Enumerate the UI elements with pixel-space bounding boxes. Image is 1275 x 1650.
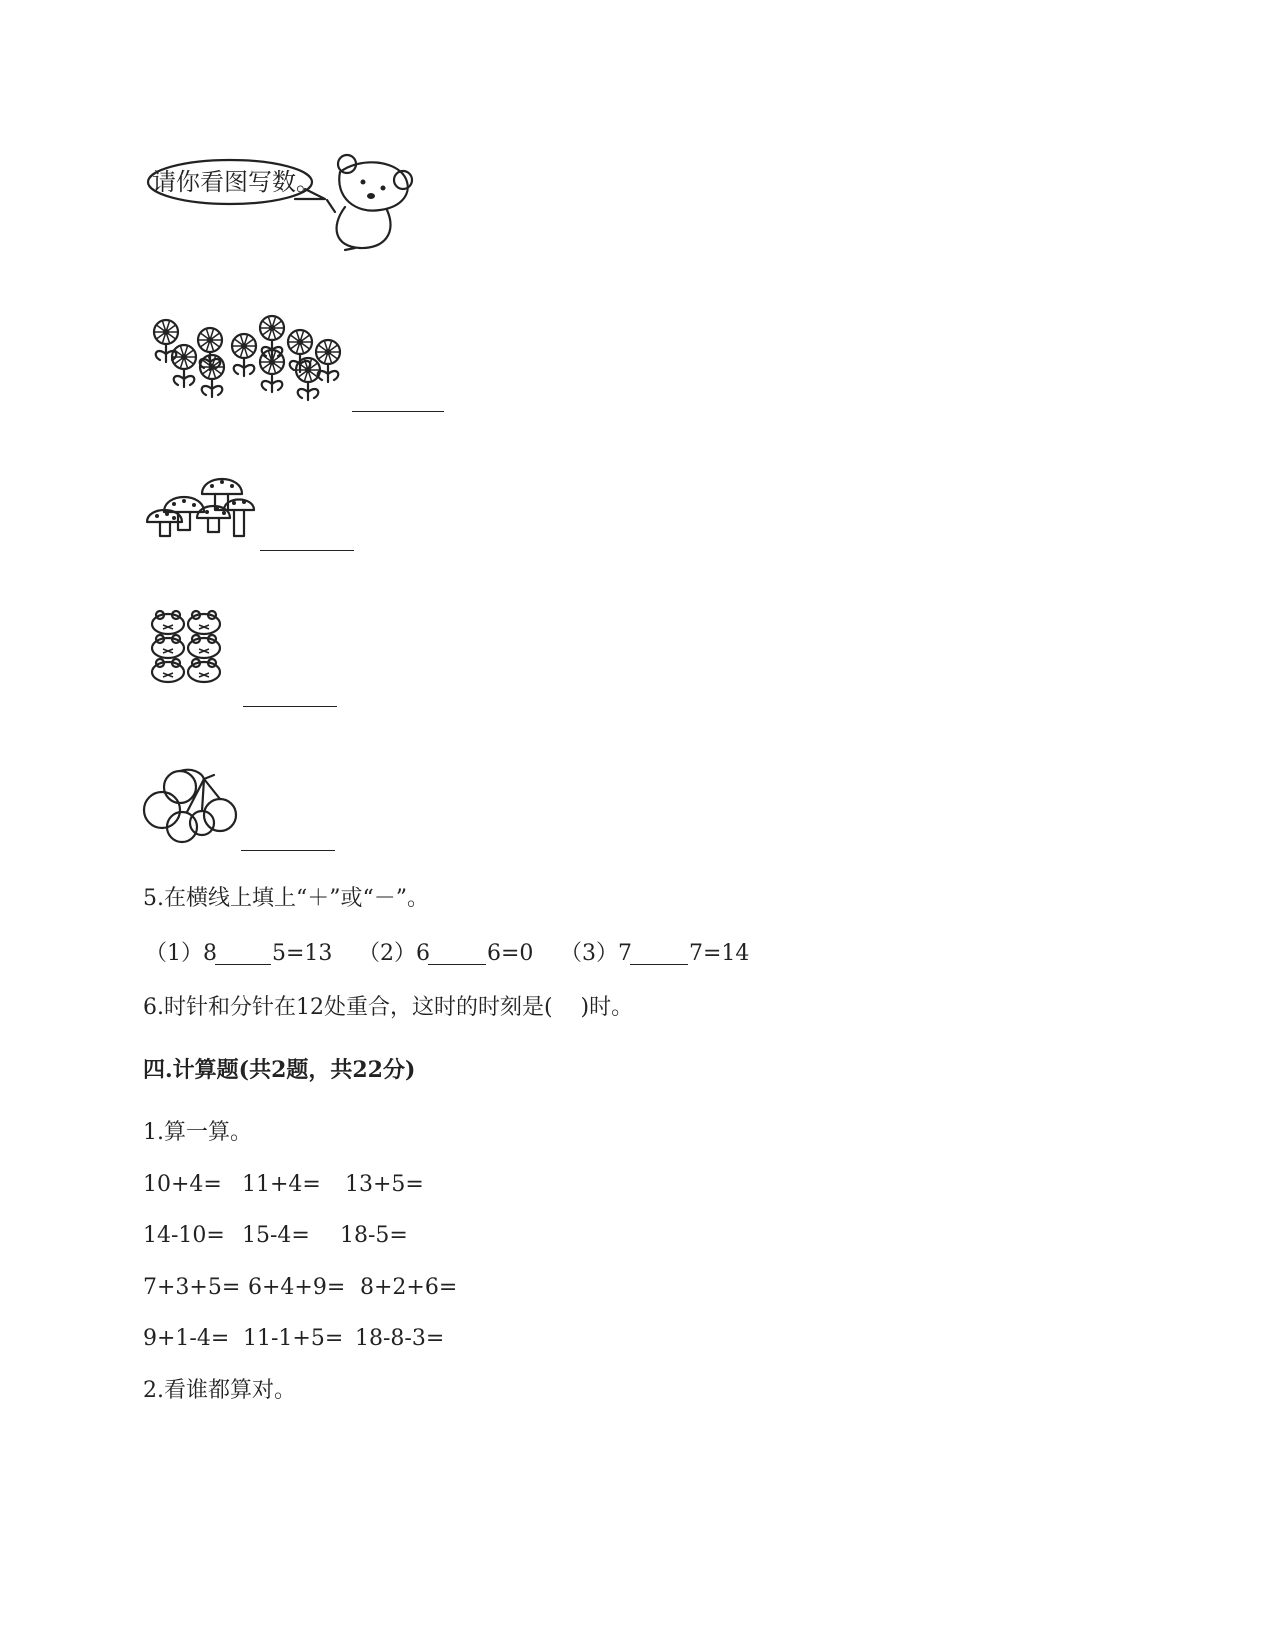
section-4-title: 四.计算题(共2题，共22分) xyxy=(143,1057,416,1083)
flowers-picture xyxy=(148,312,348,397)
q5-prompt: 5.在横线上填上“＋”或“－”。 xyxy=(143,886,429,911)
flower-icon xyxy=(232,334,256,376)
q5-item-3-blank[interactable] xyxy=(630,964,688,965)
frog-icon xyxy=(152,659,184,682)
calc-cell: 18-5= xyxy=(340,1223,408,1248)
calc-cell: 15-4= xyxy=(242,1223,310,1248)
q6-text: 6.时针和分针在12处重合，这时的时刻是( )时。 xyxy=(143,995,634,1020)
calc-cell: 7+3+5= xyxy=(143,1275,241,1300)
bear-icon xyxy=(325,152,420,252)
calc-cell: 11+4= xyxy=(242,1172,321,1197)
q5-item-1-after: 5=13 xyxy=(272,941,333,966)
calc-cell: 13+5= xyxy=(345,1172,424,1197)
q5-item-3-label: （3）7 xyxy=(560,941,632,966)
calc-cell: 18-8-3= xyxy=(355,1326,445,1351)
frog-icon xyxy=(188,611,220,634)
calc-cell: 6+4+9= xyxy=(248,1275,346,1300)
s4-q2-prompt: 2.看谁都算对。 xyxy=(143,1378,296,1403)
speech-bubble-text: 请你看图写数。 xyxy=(152,168,320,196)
q5-item-2-after: 6=0 xyxy=(487,941,534,966)
calc-cell: 8+2+6= xyxy=(360,1275,458,1300)
flower-icon xyxy=(172,345,196,387)
frogs-picture xyxy=(150,610,225,690)
calc-cell: 9+1-4= xyxy=(143,1326,230,1351)
q5-item-3-after: 7=14 xyxy=(689,941,750,966)
answer-blank-flowers[interactable] xyxy=(352,411,444,412)
flower-icon xyxy=(154,320,178,362)
flower-icon xyxy=(296,358,320,400)
flower-icon xyxy=(288,330,312,372)
q5-item-2-blank[interactable] xyxy=(428,964,486,965)
q5-item-1-blank[interactable] xyxy=(215,964,271,965)
s4-q1-prompt: 1.算一算。 xyxy=(143,1120,252,1145)
cherries-picture xyxy=(142,765,242,845)
frog-icon xyxy=(188,635,220,658)
flower-icon xyxy=(260,316,284,358)
answer-blank-frogs[interactable] xyxy=(243,706,337,707)
calc-cell: 11-1+5= xyxy=(243,1326,344,1351)
answer-blank-cherries[interactable] xyxy=(241,850,335,851)
q5-item-2-label: （2）6 xyxy=(358,941,430,966)
mushrooms-picture xyxy=(142,474,257,544)
calc-cell: 14-10= xyxy=(143,1223,225,1248)
frog-icon xyxy=(188,659,220,682)
answer-blank-mushrooms[interactable] xyxy=(260,550,354,551)
q5-item-1-label: （1）8 xyxy=(145,941,217,966)
calc-cell: 10+4= xyxy=(143,1172,222,1197)
frog-icon xyxy=(152,611,184,634)
frog-icon xyxy=(152,635,184,658)
